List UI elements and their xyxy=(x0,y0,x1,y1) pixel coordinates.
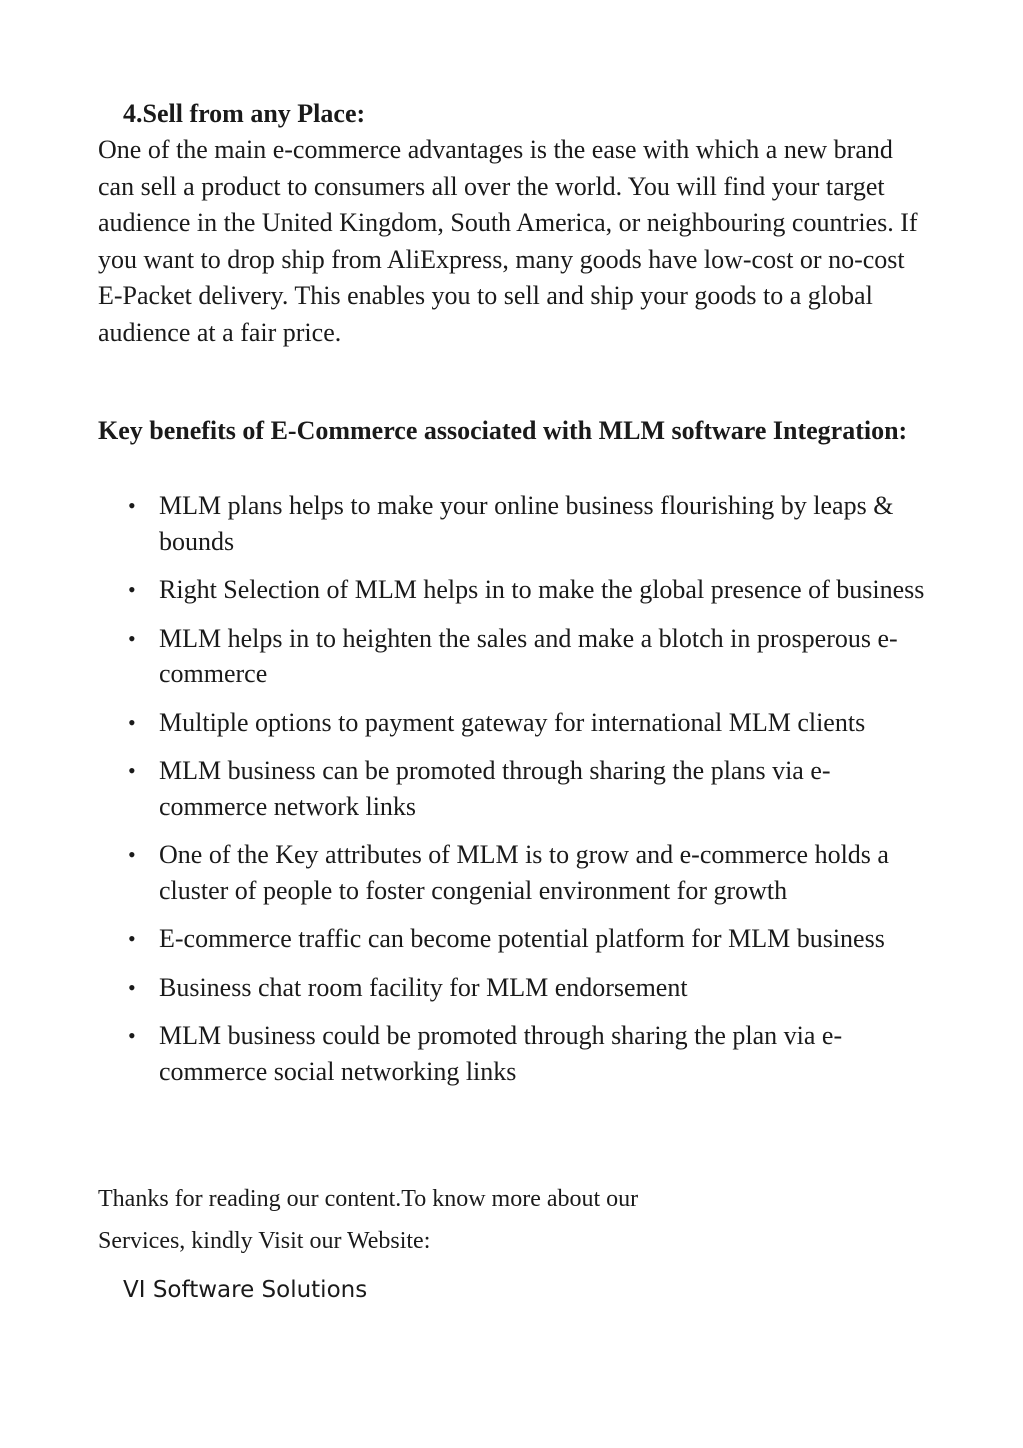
list-item xyxy=(98,1018,928,1089)
closing-line-1: Thanks for reading our content.To know more about our xyxy=(98,1186,639,1212)
closing-line-2: Services, kindly Visit our Website: xyxy=(98,1228,431,1254)
key-benefits-heading: Key benefits of E-Commerce associated with MLM software Integration: xyxy=(98,416,908,445)
bullet-icon: • xyxy=(128,493,136,518)
benefit-text: Right Selection of MLM helps in to make the global presence of business xyxy=(159,575,925,604)
bullet-icon: • xyxy=(128,758,136,783)
bullet-icon: • xyxy=(128,842,136,867)
benefit-text: Business chat room facility for MLM endorsement xyxy=(159,972,688,1002)
list-item xyxy=(98,488,928,559)
list-item xyxy=(98,705,928,741)
website-link[interactable]: VI Software Solutions xyxy=(123,1277,368,1303)
list-item xyxy=(98,621,928,692)
bullet-icon: • xyxy=(128,926,136,951)
bullet-icon: • xyxy=(128,625,136,651)
benefit-text: MLM business could be promoted through sharing the plan via e-commerce social networking links xyxy=(159,1021,843,1086)
benefit-text: Multiple options to payment gateway for international MLM clients xyxy=(159,707,866,737)
benefit-text: E-commerce traffic can become potential platform for MLM business xyxy=(159,924,885,953)
list-item xyxy=(98,921,928,957)
benefit-text: One of the Key attributes of MLM is to grow and e-commerce holds a cluster of people to foster congenial environment for growth xyxy=(159,840,889,905)
list-item xyxy=(98,970,928,1006)
bullet-icon: • xyxy=(128,974,136,1000)
intro-paragraph: One of the main e-commerce advantages is the ease with which a new brand can sell a product to consumers all over the world. You will find your target audience in the United Kingdom, South America, or neighbouring countries. If you want to drop ship from AliExpress, many goods have low-cost or no-cost E-Packet delivery. This enables you to sell and ship your goods to a global audience at a fair price. xyxy=(98,135,918,347)
closing-text xyxy=(98,1178,858,1262)
list-item xyxy=(98,753,928,824)
benefit-text: MLM plans helps to make your online business flourishing by leaps & bounds xyxy=(159,491,894,556)
bullet-icon: • xyxy=(128,1023,136,1048)
bullet-icon: • xyxy=(128,577,136,602)
benefit-text: MLM helps in to heighten the sales and make a blotch in prosperous e-commerce xyxy=(159,623,898,688)
benefits-list xyxy=(98,488,928,1102)
bullet-icon: • xyxy=(128,709,136,735)
list-item xyxy=(98,572,928,608)
section-heading: 4.Sell from any Place: xyxy=(123,99,366,128)
list-item xyxy=(98,837,928,908)
benefit-text: MLM business can be promoted through sharing the plans via e-commerce network links xyxy=(159,756,831,821)
